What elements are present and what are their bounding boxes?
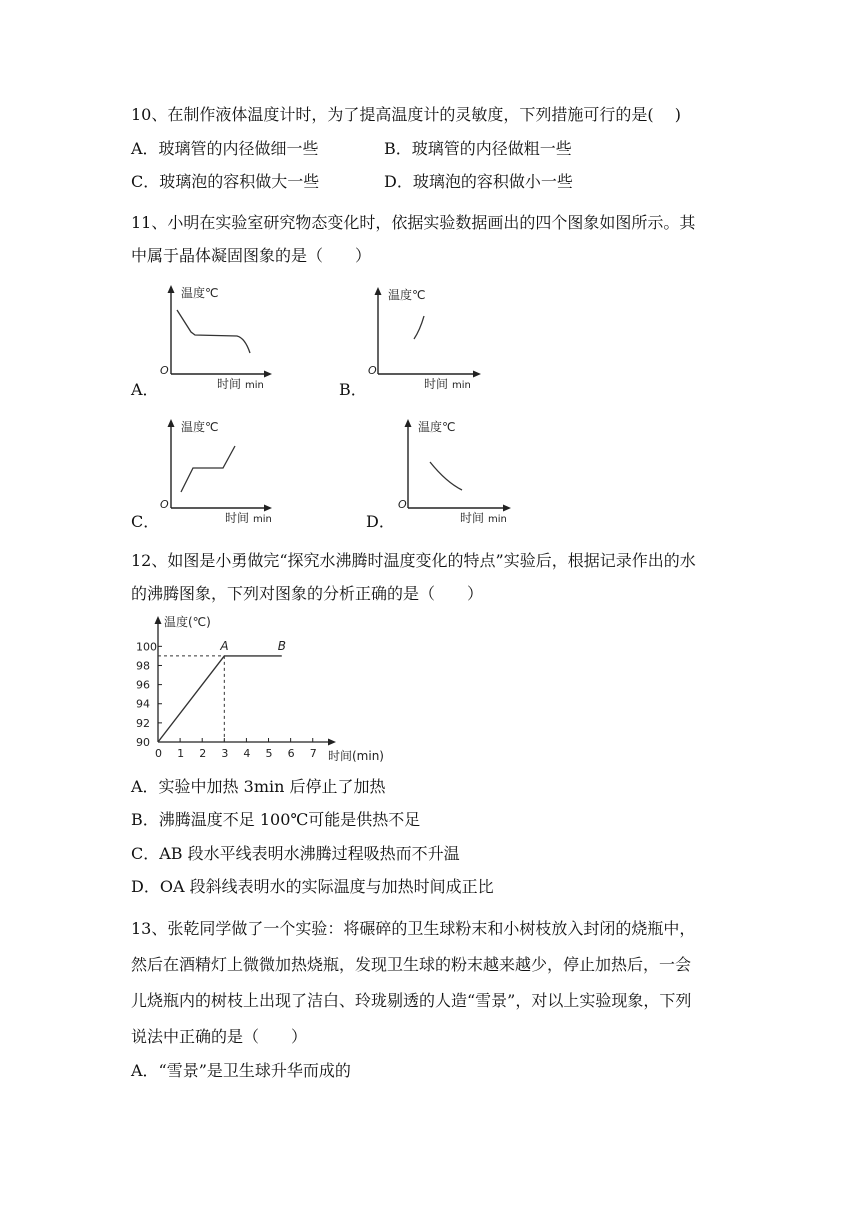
q12-chart-xlabel: 时间(min) <box>328 749 384 763</box>
q11-c-xunit: min <box>253 514 272 525</box>
q13-stem-line1: 13、张乾同学做了一个实验：将碾碎的卫生球粉末和小树枝放入封闭的烧瓶中， <box>131 919 696 938</box>
q11-stem-line2: 中属于晶体凝固图象的是（ ） <box>131 246 372 265</box>
q11-c-ylabel: 温度℃ <box>181 420 219 434</box>
q11-b-xunit: min <box>452 380 471 391</box>
q13-stem-line4: 说法中正确的是（ ） <box>131 1027 308 1046</box>
q13-stem-line2: 然后在酒精灯上微微加热烧瓶，发现卫生球的粉末越来越少，停止加热后，一会 <box>131 955 692 974</box>
q12-y-tick-label: 92 <box>136 716 150 730</box>
q10-option-b: B．玻璃管的内径做粗一些 <box>384 139 572 158</box>
q11-b-xlabel: 时间 <box>424 377 449 391</box>
q12-point-label-a: A <box>220 638 229 653</box>
q12-boiling-chart <box>128 610 388 770</box>
q12-x-tick-label: 2 <box>199 747 207 760</box>
q11-graph-c <box>155 416 285 528</box>
q11-c-origin: O <box>160 498 169 511</box>
q13-option-a: A．“雪景”是卫生球升华而成的 <box>131 1061 351 1080</box>
q11-d-ylabel: 温度℃ <box>418 420 456 434</box>
q12-x-tick-label: 6 <box>287 747 295 760</box>
q11-a-xunit: min <box>245 380 264 391</box>
q12-y-tick-label: 100 <box>136 640 157 654</box>
q12-point-label-b: B <box>277 638 287 653</box>
q10-option-d: D．玻璃泡的容积做小一些 <box>384 172 573 191</box>
q12-x-tick-label: 4 <box>243 747 251 760</box>
q11-option-b-letter: B． <box>339 380 367 399</box>
q12-y-tick-label: 94 <box>136 697 150 711</box>
q11-a-origin: O <box>160 364 169 377</box>
q12-x-tick-label: 3 <box>221 747 229 760</box>
q11-d-xlabel: 时间 <box>460 511 485 525</box>
q11-option-a-letter: A． <box>131 380 159 399</box>
q12-x-tick-label: 1 <box>177 747 185 760</box>
q10-stem: 10、在制作液体温度计时，为了提高温度计的灵敏度，下列措施可行的是( ) <box>131 105 681 124</box>
q12-x-tick-label: 5 <box>265 747 273 760</box>
q11-b-ylabel: 温度℃ <box>388 288 426 302</box>
q12-x-axis-arrow <box>328 739 336 746</box>
q10-option-a: A．玻璃管的内径做细一些 <box>131 139 319 158</box>
q11-option-d-letter: D． <box>366 512 395 531</box>
q11-option-c-letter: C． <box>131 512 160 531</box>
q11-graph-d <box>392 414 522 528</box>
q12-y-tick-label: 90 <box>136 736 150 749</box>
q12-y-axis-arrow <box>155 616 162 624</box>
q12-option-b: B．沸腾温度不足 100℃可能是供热不足 <box>131 810 421 829</box>
q11-c-xlabel: 时间 <box>225 511 250 525</box>
q12-series-line <box>158 656 282 742</box>
q12-stem-line2: 的沸腾图象，下列对图象的分析正确的是（ ） <box>131 584 484 603</box>
q11-a-ylabel: 温度℃ <box>181 286 219 300</box>
q10-option-c: C．玻璃泡的容积做大一些 <box>131 172 320 191</box>
q12-option-d: D．OA 段斜线表明水的实际温度与加热时间成正比 <box>131 877 494 896</box>
q11-graph-b <box>362 284 492 394</box>
q12-x-tick-label: 7 <box>309 747 317 760</box>
q12-option-a: A．实验中加热 3min 后停止了加热 <box>131 777 386 796</box>
q11-b-origin: O <box>368 364 377 377</box>
q11-graph-a <box>155 282 285 394</box>
q13-stem-line3: 儿烧瓶内的树枝上出现了洁白、玲珑剔透的人造“雪景”，对以上实验现象，下列 <box>131 991 692 1010</box>
q12-option-c: C．AB 段水平线表明水沸腾过程吸热而不升温 <box>131 844 460 863</box>
q12-stem-line1: 12、如图是小勇做完“探究水沸腾时温度变化的特点”实验后，根据记录作出的水 <box>131 551 696 570</box>
q11-d-xunit: min <box>488 514 507 525</box>
q12-x-tick-label: 0 <box>155 747 162 760</box>
q11-d-origin: O <box>398 498 407 511</box>
q12-y-tick-label: 96 <box>136 678 150 692</box>
q11-stem-line1: 11、小明在实验室研究物态变化时，依据实验数据画出的四个图象如图所示。其 <box>131 213 696 232</box>
q12-y-tick-label: 98 <box>136 659 150 673</box>
q12-chart-ylabel: 温度(℃) <box>164 615 211 629</box>
q11-a-xlabel: 时间 <box>217 377 242 391</box>
